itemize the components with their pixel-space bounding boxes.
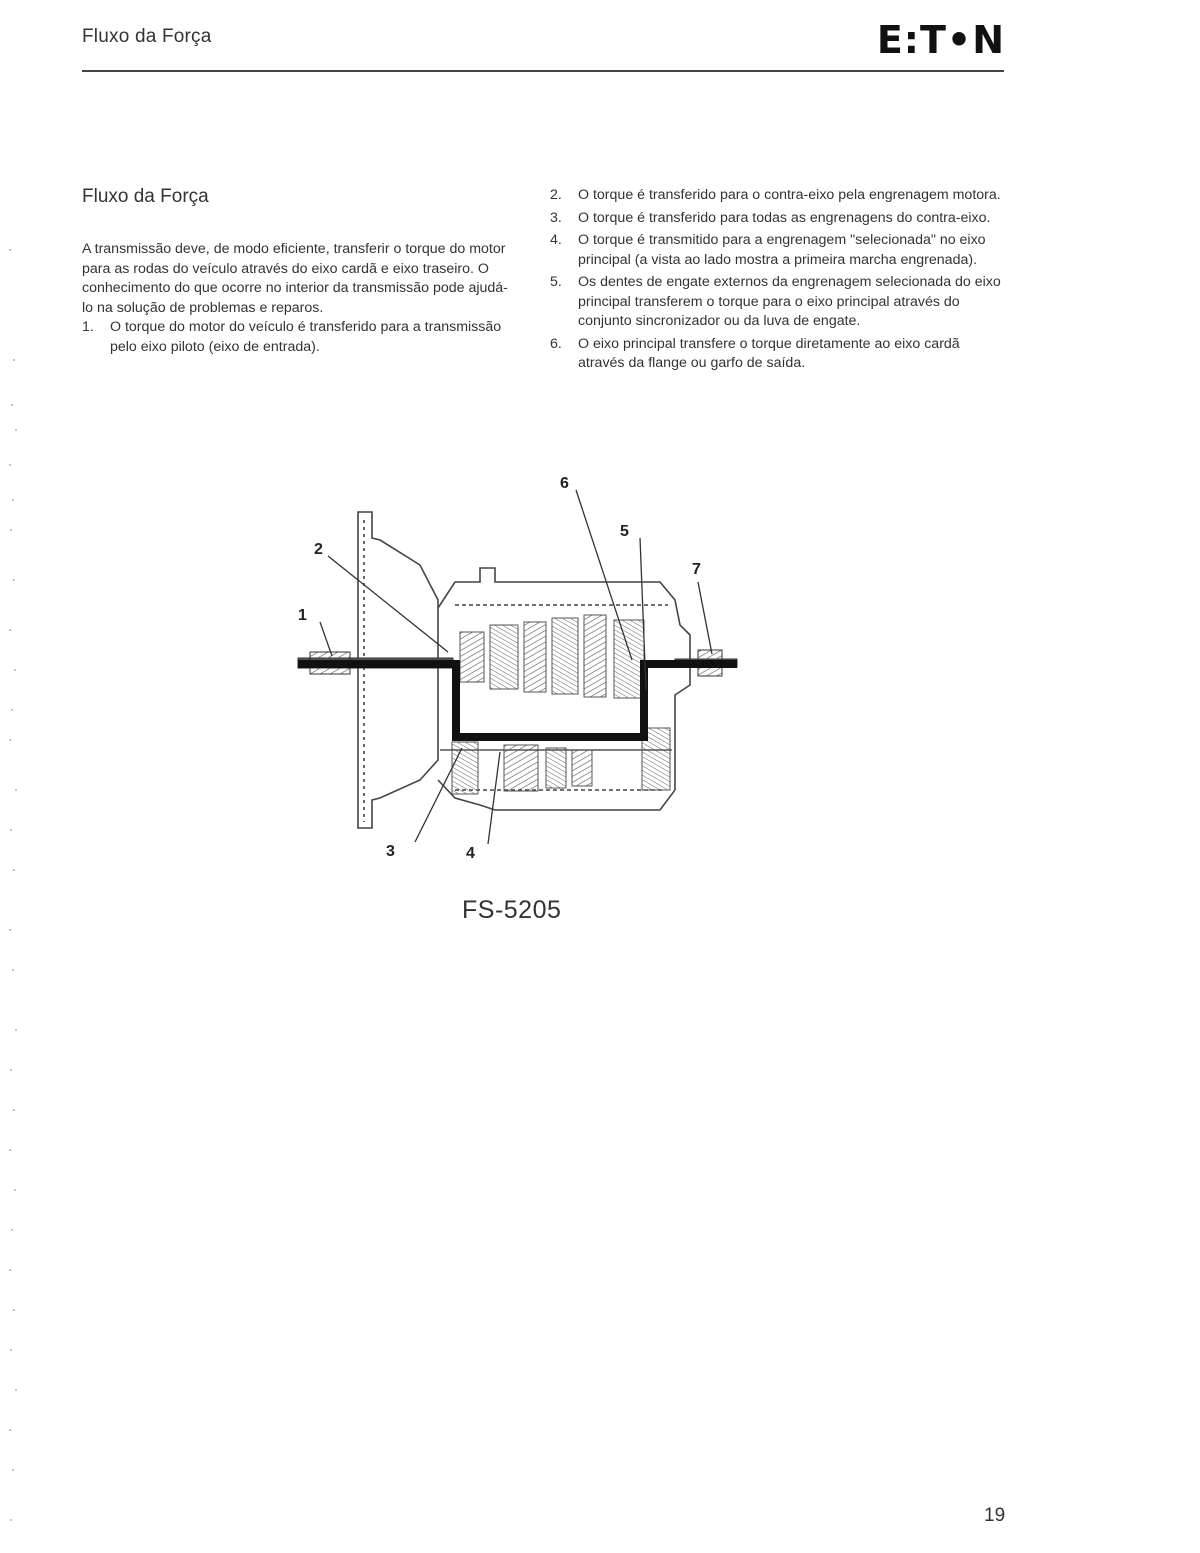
eaton-logo: E:T•N bbox=[876, 18, 1005, 62]
step-item bbox=[550, 209, 1005, 229]
step-number: 3. bbox=[550, 209, 562, 226]
step-number: 4. bbox=[550, 232, 562, 248]
steps-list-left bbox=[82, 318, 512, 357]
step-text: O torque é transferido para todas as engrenagens do contra-eixo. bbox=[578, 209, 991, 226]
callout-1: 1 bbox=[298, 607, 307, 624]
step-number: 1. bbox=[82, 319, 94, 335]
step-text: O torque é transferido para o contra-eixo pela engrenagem motora. bbox=[578, 187, 1001, 203]
right-column bbox=[550, 186, 1005, 377]
callout-6: 6 bbox=[560, 475, 569, 492]
step-number: 2. bbox=[550, 187, 562, 203]
header-rule bbox=[82, 70, 1004, 72]
step-item bbox=[550, 335, 1005, 374]
running-head: Fluxo da Força bbox=[82, 26, 212, 47]
step-text: O torque é transmitido para a engrenagem "selecionada" no eixo principal (a vista ao lado mostra a primeira marcha engrenada). bbox=[578, 232, 986, 268]
steps-list-right bbox=[550, 186, 1005, 374]
step-text: O eixo principal transfere o torque diretamente ao eixo cardã através da flange ou garfo de saída. bbox=[578, 335, 960, 371]
step-item bbox=[550, 231, 1005, 270]
step-text: Os dentes de engate externos da engrenagem selecionada do eixo principal transferem o torque para o eixo principal através do conjunto sincronizador ou da luva de engate. bbox=[578, 274, 1001, 329]
step-item bbox=[550, 273, 1005, 332]
transmission-figure bbox=[280, 460, 760, 880]
step-item bbox=[82, 318, 512, 357]
callout-5: 5 bbox=[620, 523, 629, 540]
callout-3: 3 bbox=[386, 843, 395, 860]
step-text: O torque do motor do veículo é transferido para a transmissão pelo eixo piloto (eixo de entrada). bbox=[110, 319, 502, 355]
page-number: 19 bbox=[984, 1505, 1006, 1526]
bell-housing bbox=[358, 512, 438, 828]
step-number: 6. bbox=[550, 335, 562, 352]
section-title: Fluxo da Força bbox=[82, 186, 209, 207]
figure-caption: FS-5205 bbox=[462, 896, 562, 924]
step-item bbox=[550, 186, 1005, 206]
mainshaft-gears bbox=[460, 615, 644, 698]
margin-scan-marks bbox=[4, 230, 28, 1540]
step-number: 5. bbox=[550, 274, 562, 290]
transmission-diagram bbox=[280, 460, 760, 880]
left-column bbox=[82, 186, 512, 357]
callout-4: 4 bbox=[466, 845, 475, 862]
intro-paragraph: A transmissão deve, de modo eficiente, transferir o torque do motor para as rodas do veículo através do eixo cardã e eixo traseiro. O conhecimento do que ocorre no interior da transmissão pode ajudá-lo na solução de problemas e reparos. bbox=[82, 241, 508, 316]
callout-2: 2 bbox=[314, 541, 323, 558]
callout-7: 7 bbox=[692, 561, 701, 578]
